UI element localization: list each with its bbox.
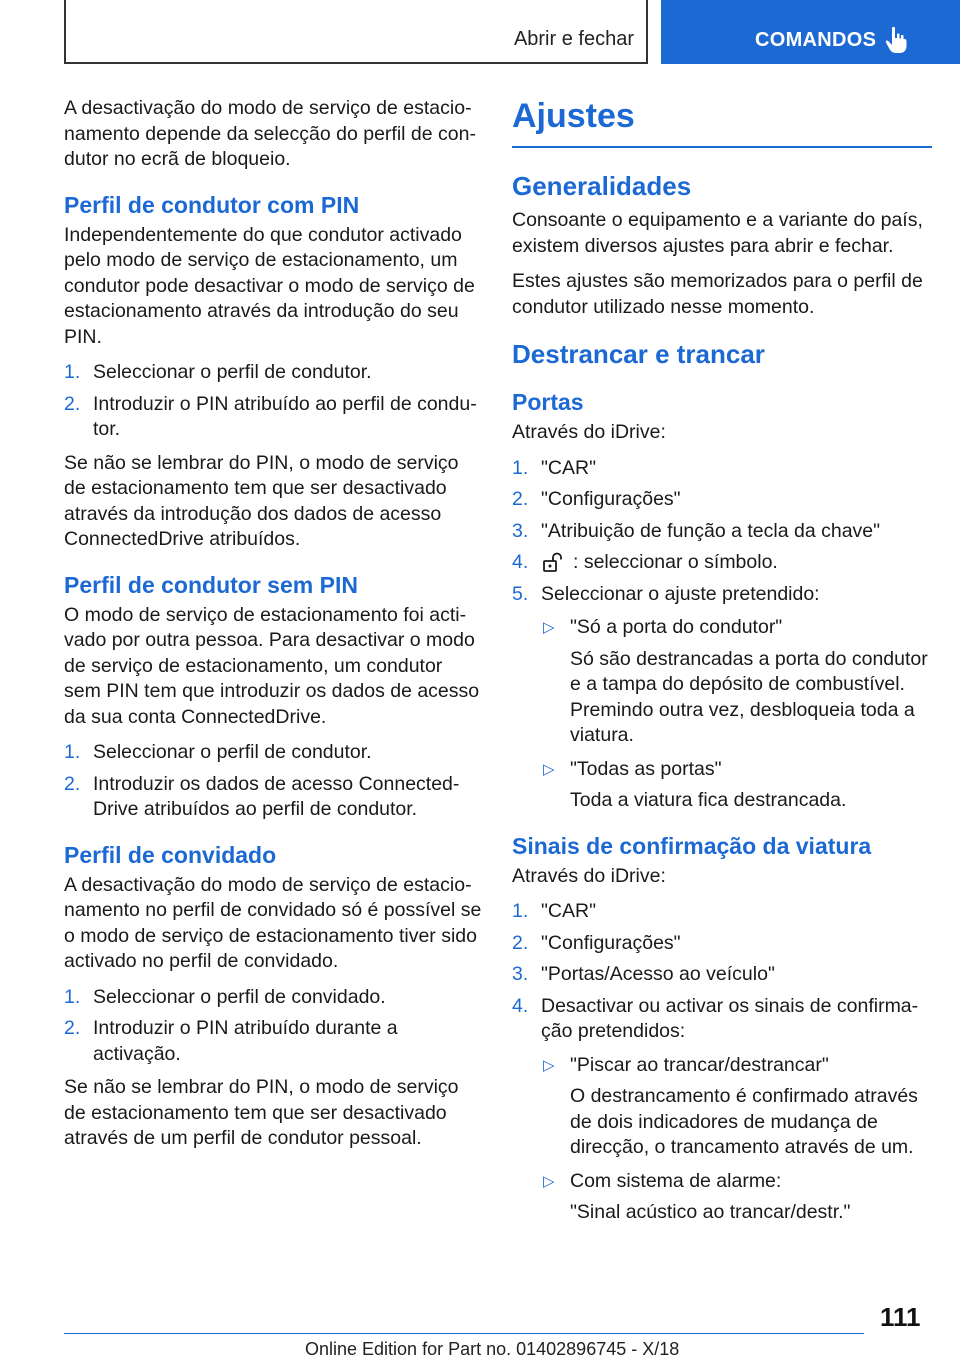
section-heading-driver-with-pin: Perfil de condutor com PIN <box>64 191 360 218</box>
chapter-tab-label: COMANDOS <box>755 29 877 51</box>
option-label: "Só a porta do condutor" <box>570 616 783 638</box>
step-text: Introduzir os dados de acesso ConnectedDrive atribuídos ao perfil de condutor. <box>93 772 460 820</box>
option-label: "Todas as portas" <box>570 757 722 780</box>
paragraph: Através do iDrive: <box>512 864 666 887</box>
step-number: 1. <box>64 985 81 1008</box>
step-number: 4. <box>512 994 529 1017</box>
step-number: 1. <box>64 361 81 383</box>
footer-edition: Online Edition for Part no. 01402896745 - X/18 <box>305 1339 680 1359</box>
step-list <box>64 360 482 443</box>
triangle-bullet-icon: ▷ <box>543 1172 555 1190</box>
step-text: "CAR" <box>541 900 597 922</box>
paragraph: A desactivação do modo de serviço de estacionamento no perfil de convidado só é possível se o modo de serviço de estacionamento tiver sido activado no perfil de convidado. <box>64 873 482 972</box>
heading-confirmation-signals: Sinais de confirmação da viatura <box>512 832 872 859</box>
list-item <box>64 772 482 823</box>
step-text: "Atribuição de função a tecla da chave" <box>541 519 881 542</box>
triangle-bullet-icon: ▷ <box>543 619 555 636</box>
step-text: "Portas/Acesso ao veículo" <box>541 963 775 985</box>
step-number: 2. <box>64 1017 81 1039</box>
option-description: Só são destrancadas a porta do condutor e a tampa do depósito de combustível. Premindo outra vez, desbloqueia toda a viatura. <box>570 647 928 746</box>
step-text: Seleccionar o perfil de condutor. <box>93 361 372 383</box>
step-number: 4. <box>512 551 529 573</box>
step-list <box>64 740 482 823</box>
step-number: 3. <box>512 519 529 542</box>
triangle-bullet-icon: ▷ <box>543 1056 555 1074</box>
paragraph: Se não se lembrar do PIN, o modo de serviço de estacionamento tem que ser desactivado através da introdução dos dados de acesso ConnectedDrive atribuídos. <box>64 451 459 550</box>
triangle-bullet-icon: ▷ <box>543 760 555 778</box>
left-column <box>64 96 482 1162</box>
option-list <box>541 1053 932 1226</box>
footer-divider <box>64 1333 864 1334</box>
intro-paragraph: A desactivação do modo de serviço de estacionamento depende da selecção do perfil de condutor no ecrã de bloqueio. <box>64 97 476 170</box>
step-list <box>64 985 482 1068</box>
list-item <box>64 740 482 766</box>
option-item <box>541 1053 932 1161</box>
step-number: 1. <box>512 900 529 922</box>
list-item <box>512 487 932 513</box>
section-heading-guest-profile: Perfil de convidado <box>64 841 277 868</box>
step-list <box>512 899 932 1226</box>
step-number: 5. <box>512 582 529 605</box>
option-item <box>541 757 932 814</box>
paragraph: Através do iDrive: <box>512 421 666 443</box>
step-text: Introduzir o PIN atribuído durante a activação. <box>93 1017 398 1065</box>
step-text: Seleccionar o perfil de convidado. <box>93 985 386 1008</box>
option-label: Com sistema de alarme: <box>570 1169 782 1192</box>
option-list <box>541 615 932 814</box>
step-number: 1. <box>64 741 81 763</box>
step-text: Seleccionar o ajuste pretendido: <box>541 582 820 605</box>
step-number: 2. <box>64 392 81 415</box>
list-item <box>512 931 932 957</box>
header-section-title: Abrir e fechar <box>513 28 634 50</box>
page-title: Ajustes <box>512 96 932 148</box>
step-text: "Configurações" <box>541 488 681 510</box>
hand-pointer-icon <box>885 26 907 54</box>
list-item <box>512 550 932 576</box>
step-list <box>512 456 932 814</box>
step-number: 1. <box>512 456 529 479</box>
paragraph: Estes ajustes são memorizados para o perfil de condutor utilizado nesse momento. <box>512 270 923 318</box>
option-description: O destrancamento é confirmado através de dois indicadores de mudança de direcção, o trancamento através de um. <box>570 1085 918 1158</box>
list-item <box>64 392 482 443</box>
header-chapter-tab[interactable] <box>661 0 960 64</box>
heading-unlock-lock: Destrancar e trancar <box>512 339 765 369</box>
step-text: Desactivar ou activar os sinais de confirmação pretendidos: <box>541 994 919 1042</box>
step-number: 3. <box>512 963 529 985</box>
right-column <box>512 96 932 1234</box>
step-text: "CAR" <box>541 456 597 479</box>
option-description: Toda a viatura fica destrancada. <box>570 789 847 811</box>
option-item <box>541 615 932 749</box>
list-item <box>512 962 932 988</box>
step-number: 2. <box>512 931 529 954</box>
step-text: Introduzir o PIN atribuído ao perfil de condutor. <box>93 392 477 440</box>
paragraph: Se não se lembrar do PIN, o modo de serviço de estacionamento tem que ser desactivado através de um perfil de condutor pessoal. <box>64 1076 459 1149</box>
paragraph: O modo de serviço de estacionamento foi activado por outra pessoa. Para desactivar o modo de serviço de estacionamento, um condutor sem PIN tem que introduzir os dados de acesso da sua conta ConnectedDrive. <box>64 603 480 728</box>
unlock-icon <box>543 552 565 572</box>
paragraph: Consoante o equipamento e a variante do país, existem diversos ajustes para abrir e fechar. <box>512 209 923 257</box>
option-description: "Sinal acústico ao trancar/destr." <box>570 1201 851 1223</box>
section-heading-driver-without-pin: Perfil de condutor sem PIN <box>64 571 358 598</box>
step-text: "Configurações" <box>541 931 681 954</box>
list-item <box>64 360 482 386</box>
heading-doors: Portas <box>512 389 584 415</box>
list-item <box>512 519 932 545</box>
list-item <box>64 985 482 1011</box>
step-number: 2. <box>512 488 529 510</box>
header-section-box <box>64 0 648 64</box>
paragraph: Independentemente do que condutor activado pelo modo de serviço de estacionamento, um condutor pode desactivar o modo de serviço de estacionamento através da introdução do seu PIN. <box>64 223 475 348</box>
list-item <box>512 994 932 1226</box>
step-number: 2. <box>64 772 81 795</box>
option-label: "Piscar ao trancar/destrancar" <box>570 1053 829 1076</box>
option-item <box>541 1169 932 1226</box>
list-item <box>512 456 932 482</box>
list-item <box>512 582 932 814</box>
page-number: 111 <box>880 1302 921 1332</box>
list-item <box>512 899 932 925</box>
heading-general: Generalidades <box>512 171 692 201</box>
step-text: : seleccionar o símbolo. <box>573 551 778 573</box>
list-item <box>64 1016 482 1067</box>
step-text: Seleccionar o perfil de condutor. <box>93 741 372 763</box>
